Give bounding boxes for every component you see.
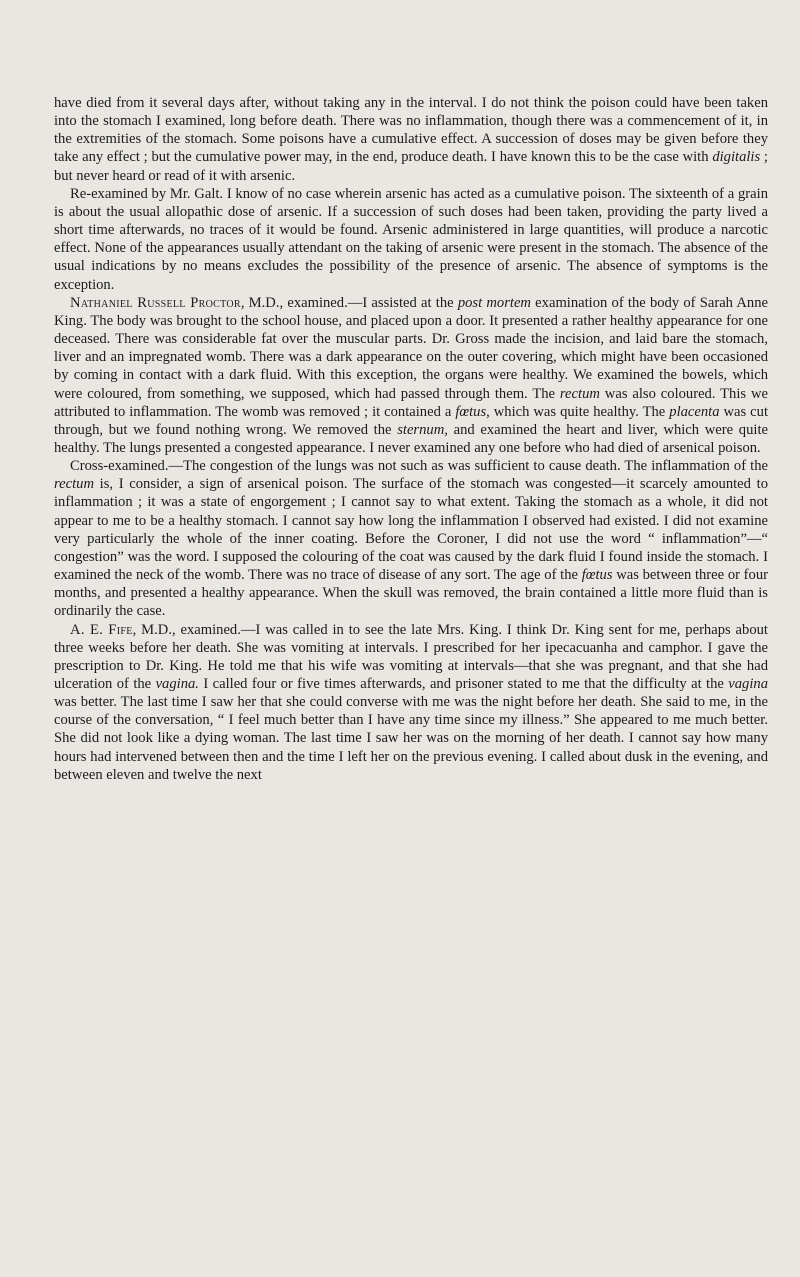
italic-term: digitalis	[712, 149, 761, 166]
text-run: was better. The last time I saw her that she could converse with me was the night before her death. She said to me, in the course of the conversation, “ I feel much better than I have any time since my illness.” She appeared to me much better. She did not look like a dying woman. The last time I saw her was on the morning of her death. I cannot say how many hours had intervened between then and the time I left her on the previous evening. I called about dusk in the evening, and between eleven and twelve the next	[54, 694, 768, 783]
text-run: was between three or four months, and presented a healthy appearance. When the skull was removed, the brain contained a little more fluid than is ordinarily the case.	[54, 567, 768, 620]
italic-term: placenta	[669, 403, 720, 420]
italic-term: fœtus	[581, 567, 613, 584]
text-run: , M.D., examined.—I assisted at the	[240, 294, 458, 311]
italic-term: vagina	[728, 676, 769, 692]
paragraph	[54, 621, 768, 784]
italic-term: vagina.	[155, 676, 199, 692]
italic-term: fœtus,	[455, 403, 490, 420]
text-run: Re-examined by Mr. Galt. I know of no case wherein arsenic has acted as a cumulative poison. The sixteenth of a grain is about the usual allopathic dose of arsenic. If a succession of such doses had been taken, providing the party lived a short time afterwards, no traces of it would be found. Arsenic administered in large quantities, will produce a narcotic effect. None of the appearances usually attendant on the taking of arsenic were present in the stomach. The absence of the usual indications by no means excludes the possibility of the presence of arsenic. The absence of symptoms is the exception.	[54, 185, 768, 293]
witness-name: Nathaniel Russell Proctor	[70, 294, 241, 311]
italic-term: post mortem	[457, 294, 531, 311]
paragraph	[54, 457, 768, 620]
paragraph	[54, 294, 768, 457]
witness-name: A. E. Fife	[70, 621, 133, 638]
text-run: , M.D., examined.—I was called in to see the late Mrs. King. I think Dr. King sent for me, perhaps about three weeks before her death. She was vomiting at intervals. I prescribed for her ipecacuanha and camphor. I gave the prescription to Dr. King. He told me that his wife was vomiting at intervals—that she was pregnant, and that she had ulceration of the	[54, 621, 768, 692]
italic-term: sternum,	[397, 421, 448, 438]
italic-term: rectum	[559, 385, 600, 402]
text-run: was cut through, but we found nothing wrong. We removed the	[54, 403, 769, 438]
text-run: Cross-examined.—The congestion of the lungs was not such as was sufficient to cause death. The inflammation of the	[70, 458, 768, 475]
text-run: is, I consider, a sign of arsenical poison. The surface of the stomach was congested—it scarcely amounted to inflammation ; it was a state of engorgement ; I cannot say to what extent. Taking the stomach as a whole, it did not appear to me to be a healthy stomach. I cannot say how long the inflammation I observed had existed. I did not examine very particularly the whole of the inner coating. Before the Coroner, I did not use the word “ inflammation”—“ congestion” was the word. I supposed the colouring of the coat was caused by the dark fluid I found inside the stomach. I examined the neck of the womb. There was no trace of disease of any sort. The age of the	[54, 476, 768, 584]
paragraph	[54, 94, 768, 185]
text-run: ; but never heard or read of it with arsenic.	[54, 149, 768, 184]
italic-term: rectum	[54, 476, 94, 493]
text-run: was also coloured. This we attributed to inflammation. The womb was removed ; it contained a	[54, 385, 768, 420]
text-run: examination of the body of Sarah Anne King. The body was brought to the school house, and placed upon a door. It presented a rather healthy appearance for one deceased. There was considerable fat over the muscular parts. Dr. Gross made the incision, and laid bare the stomach, liver and an impregnated womb. There was a dark appearance on the outer covering, which might have been occasioned by coming in contact with a dark fluid. With this exception, the organs were healthy. We examined the bowels, which were coloured, from something, we supposed, which had passed through them. The	[54, 294, 768, 402]
text-run: which was quite healthy. The	[489, 403, 670, 420]
text-run: and examined the heart and liver, which were quite healthy. The lungs presented a congested appearance. I never examined any one before who had died of arsenical poison.	[54, 421, 768, 456]
paragraph	[54, 185, 768, 294]
text-run: I called four or five times afterwards, and prisoner stated to me that the difficulty at the	[198, 676, 729, 692]
text-run: have died from it several days after, without taking any in the interval. I do not think the poison could have been taken into the stomach I examined, long before death. There was no inflammation, though there was a commencement of it, in the extremities of the stomach. Some poisons have a cumulative effect. A succession of doses may be given before they take any effect ; but the cumulative power may, in the end, produce death. I have known this to be the case with	[54, 95, 768, 166]
document-page	[54, 94, 768, 784]
